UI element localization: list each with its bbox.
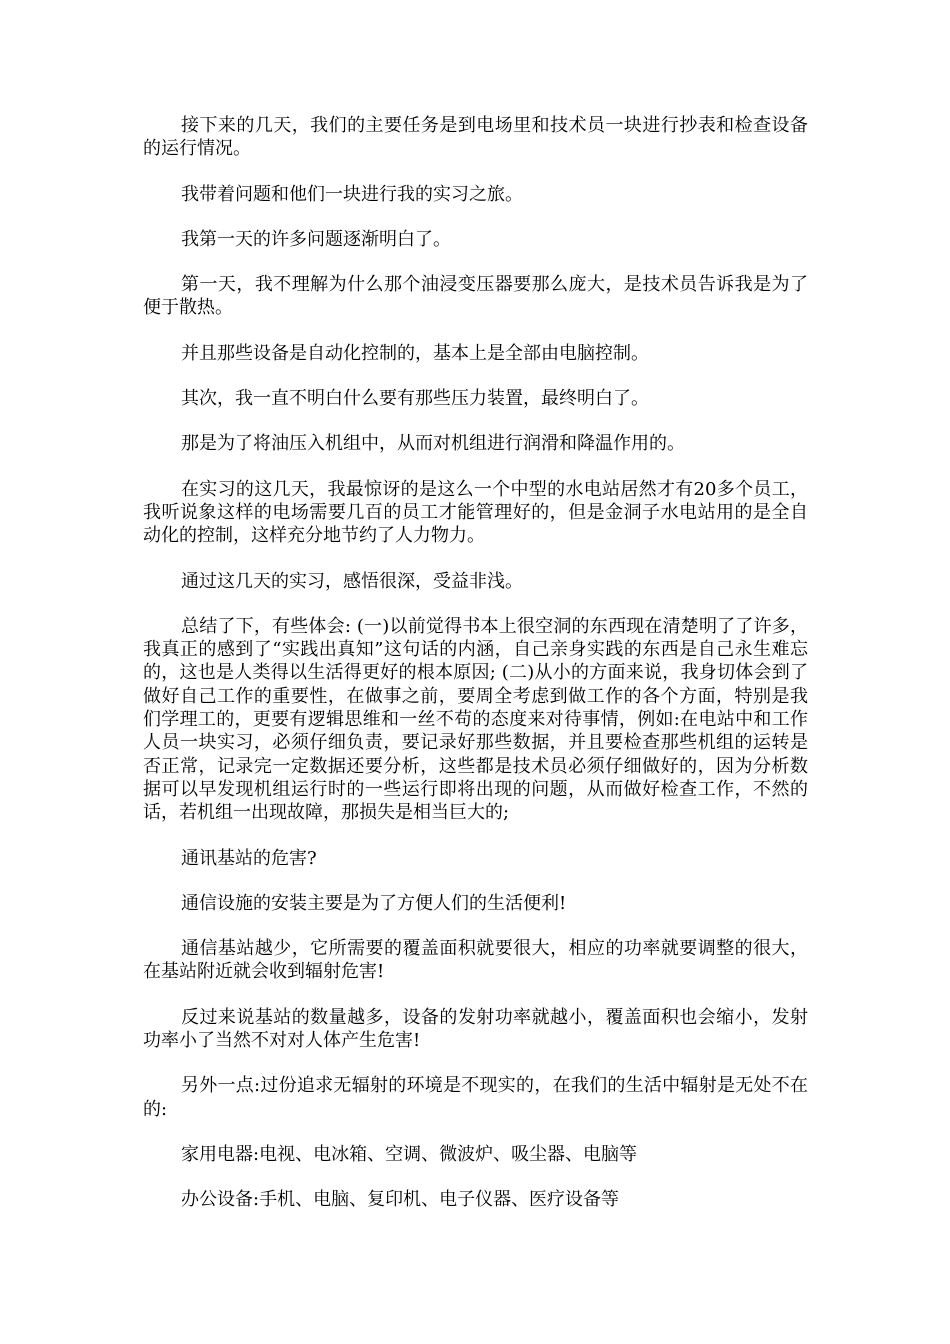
paragraph: 家用电器:电视、电冰箱、空调、微波炉、吸尘器、电脑等 (181, 1143, 638, 1165)
paragraph: 接下来的几天，我们的主要任务是到电场里和技术员一块进行抄表和检查设备的运行情况。 (143, 115, 808, 160)
paragraph: 第一天，我不理解为什么那个油浸变压器要那么庞大，是技术员告诉我是为了便于散热。 (143, 274, 808, 319)
paragraph: 反过来说基站的数量越多，设备的发射功率就越小，覆盖面积也会缩小，发射功率小了当然不对对人体产生危害! (143, 1006, 808, 1052)
paragraph: 并且那些设备是自动化控制的，基本上是全部由电脑控制。 (181, 342, 649, 364)
paragraph: 在实习的这几天，我最惊讶的是这么一个中型的水电站居然才有20多个员工，我听说象这样的电场需要几百的员工才能管理好的，但是金洞子水电站用的是全自动化的控制，这样充分地节约了人力物力。 (143, 478, 808, 547)
paragraph: 那是为了将油压入机组中，从而对机组进行润滑和降温作用的。 (181, 433, 685, 455)
paragraph: 通讯基站的危害? (181, 847, 317, 869)
paragraph: 我第一天的许多问题逐渐明白了。 (181, 228, 451, 250)
paragraph: 通信设施的安装主要是为了方便人们的生活便利! (181, 892, 567, 914)
paragraph: 其次，我一直不明白什么要有那些压力装置，最终明白了。 (181, 388, 649, 410)
paragraph: 总结了下，有些体会: (一)以前觉得书本上很空洞的东西现在清楚明了了许多，我真正的感到了“实践出真知”这句话的内涵，自己亲身实践的东西是自己永生难忘的，这也是人类得以生活得更好的根本原因; (二)从小的方面来说，我身切体会到了做好自己工作的重要性，在做事之前，要周全考虑到做工作的各个方面，特别是我们学理工的，更要有逻辑思维和一丝不苟的态度来对待事情，例如:在电站中和工作人员一块实习，必须仔细负责，要记录好那些数据，并且要检查那些机组的运转是否正常，记录完一定数据还要分析，这些都是技术员必须仔细做好的，因为分析数据可以早发现机组运行时的一些运行即将出现的问题，从而做好检查工作，不然的话，若机组一出现故障，那损失是相当巨大的; (143, 615, 808, 824)
paragraph: 另外一点:过份追求无辐射的环境是不现实的，在我们的生活中辐射是无处不在的: (143, 1075, 808, 1120)
paragraph: 办公设备:手机、电脑、复印机、电子仪器、医疗设备等 (181, 1189, 620, 1211)
paragraph: 我带着问题和他们一块进行我的实习之旅。 (181, 183, 523, 205)
document-body (143, 114, 808, 1234)
paragraph: 通信基站越少，它所需要的覆盖面积就要很大，相应的功率就要调整的很大，在基站附近就会收到辐射危害! (143, 938, 808, 983)
paragraph: 通过这几天的实习，感悟很深，受益非浅。 (181, 570, 523, 592)
